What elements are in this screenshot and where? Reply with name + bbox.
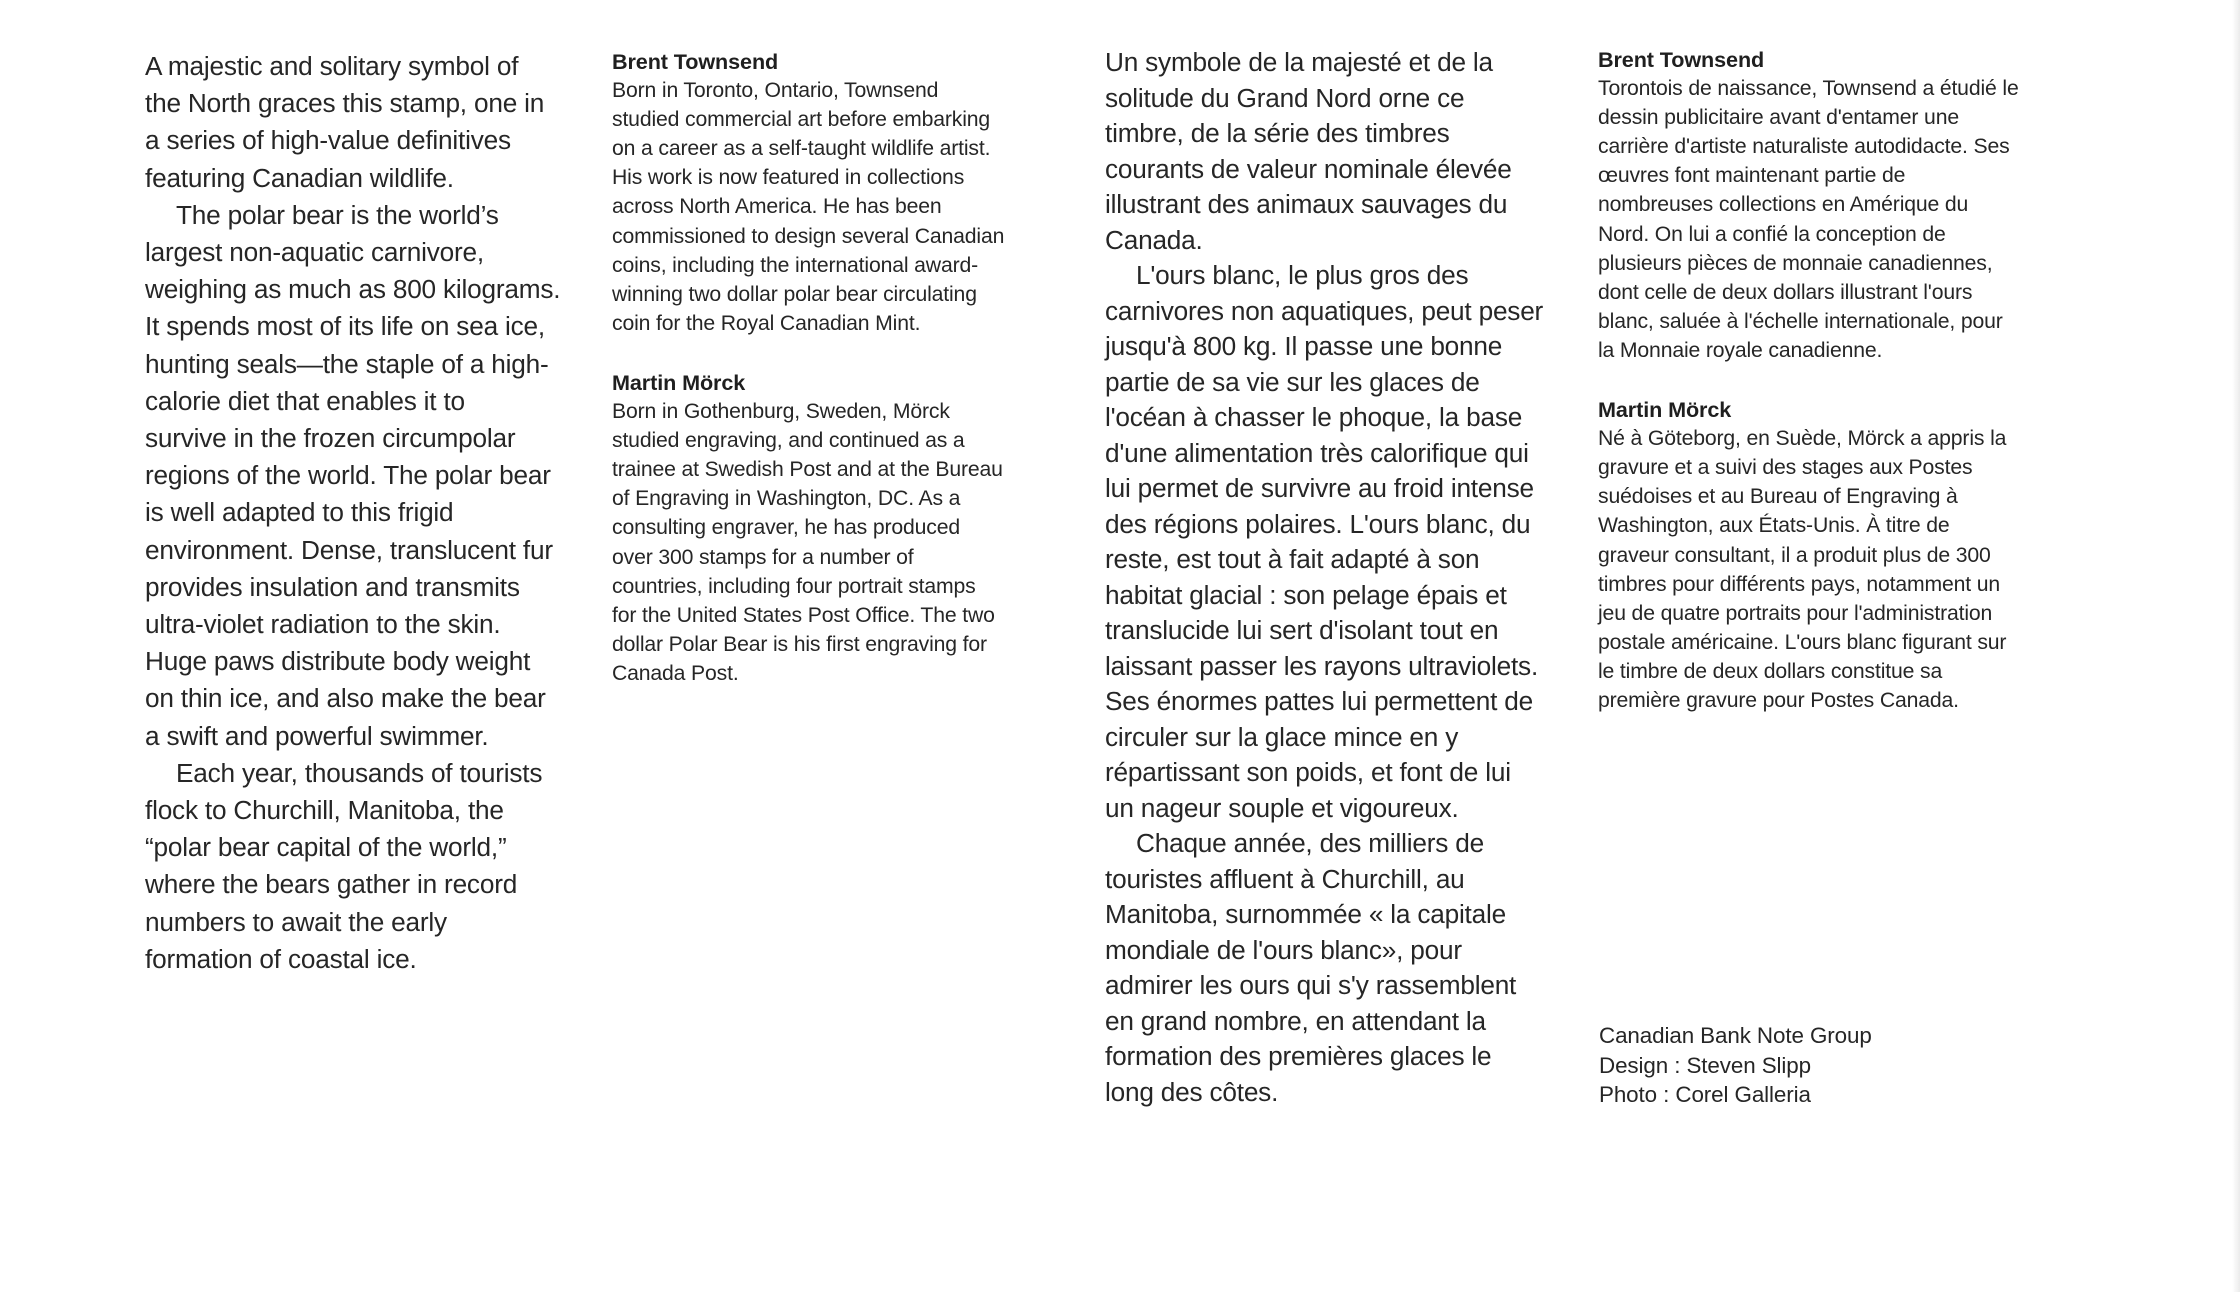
french-text-column <box>1105 45 1575 1110</box>
bio-text: Born in Toronto, Ontario, Townsend studied commercial art before embarking on a career as a self-taught wildlife artist. His work is now featured in collections across North America. He has been commissioned to design several Canadian coins, including the international award- winning two dollar polar bear circulating coin for the Royal Canadian Mint. <box>612 79 1005 335</box>
credit-photo: Photo : Corel Galleria <box>1599 1082 1811 1107</box>
bio-brent-townsend-fr <box>1598 45 2098 365</box>
french-paragraph-churchill: Chaque année, des milliers de touristes affluent à Churchill, au Manitoba, surnommée « la capitale mondiale de l'ours blanc», pour admirer les ours qui s'y rassemblent en grand nombre, en attendant la formation des premières glaces le long des côtes. <box>1105 828 1517 1107</box>
bio-name: Brent Townsend <box>1598 47 1765 72</box>
bio-text: Né à Göteborg, en Suède, Mörck a appris la gravure et a suivi des stages aux Postes suédoises et au Bureau of Engraving à Washington, aux États-Unis. À titre de graveur consultant, il a produit plus de 300 timbres pour différents pays, notamment un jeu de quatre portraits pour l'administration postale américaine. L'ours blanc figurant sur le timbre de deux dollars constitue sa première gravure pour Postes Canada. <box>1598 427 2007 712</box>
scan-edge-shadow <box>2232 0 2240 1292</box>
bio-martin-morck-en <box>612 368 1052 688</box>
bio-name: Brent Townsend <box>612 49 779 74</box>
french-paragraph-intro: Un symbole de la majesté et de la solitude du Grand Nord orne ce timbre, de la série des timbres courants de valeur nominale élevée illustrant des animaux sauvages du Canada. <box>1105 47 1512 255</box>
bio-name: Martin Mörck <box>612 369 746 395</box>
credit-printer: Canadian Bank Note Group <box>1599 1023 1872 1048</box>
bio-brent-townsend-en <box>612 47 1052 338</box>
english-paragraph-intro: A majestic and solitary symbol of the North graces this stamp, one in a series of high-value definitives featuring Canadian wildlife. <box>145 51 545 193</box>
bio-text: Born in Gothenburg, Sweden, Mörck studied engraving, and continued as a trainee at Swedish Post and at the Bureau of Engraving in Washington, DC. As a consulting engraver, he has produced over 300 stamps for a number of countries, including four portrait stamps for the United States Post Office. The two dollar Polar Bear is his first engraving for Canada Post. <box>612 400 1003 685</box>
credits-block <box>1599 1021 1999 1110</box>
english-paragraph-churchill: Each year, thousands of tourists flock to Churchill, Manitoba, the “polar bear capital of the world,” where the bears gather in record numbers to await the early formation of coastal ice. <box>145 757 543 974</box>
english-text-column <box>145 48 585 978</box>
bio-name: Martin Mörck <box>1598 397 1732 423</box>
credit-design: Design : Steven Slipp <box>1599 1052 1811 1078</box>
bio-text: Torontois de naissance, Townsend a étudié le dessin publicitaire avant d'entamer une carrière d'artiste naturaliste autodidacte. Ses œuvres font maintenant partie de nombreuses collections en Amérique du Nord. On lui a confié la conception de plusieurs pièces de monnaie canadiennes, dont celle de deux dollars illustrant l'ours blanc, saluée à l'échelle internationale, pour la Monnaie royale canadienne. <box>1598 77 2019 362</box>
french-paragraph-polar-bear: L'ours blanc, le plus gros des carnivores non aquatiques, peut peser jusqu'à 800 kg. Il passe une bonne partie de sa vie sur les glaces de l'océan à chasser le phoque, la base d'une alimentation très calorifique qui lui permet de survivre au froid intense des régions polaires. L'ours blanc, du reste, est tout à fait adapté à son habitat glacial : son pelage épais et translucide lui sert d'isolant tout en laissant passer les rayons ultraviolets. Ses énormes pattes lui permettent de circuler sur la glace mince en y répartissant son poids, et font de lui un nageur souple et vigoureux. <box>1105 260 1544 823</box>
french-bios-column <box>1598 45 2098 715</box>
english-bios-column <box>612 47 1052 688</box>
english-paragraph-polar-bear: The polar bear is the world’s largest non-aquatic carnivore, weighing as much as 800 kilograms. It spends most of its life on sea ice, hunting seals—the staple of a high- calorie diet that enables it to survive in the frozen circumpolar regions of the world. The polar bear is well adapted to this frigid environment. Dense, translucent fur provides insulation and transmits ultra-violet radiation to the skin. Huge paws distribute body weight on thin ice, and also make the bear a swift and powerful swimmer. <box>145 199 561 751</box>
bio-martin-morck-fr <box>1598 395 2098 715</box>
